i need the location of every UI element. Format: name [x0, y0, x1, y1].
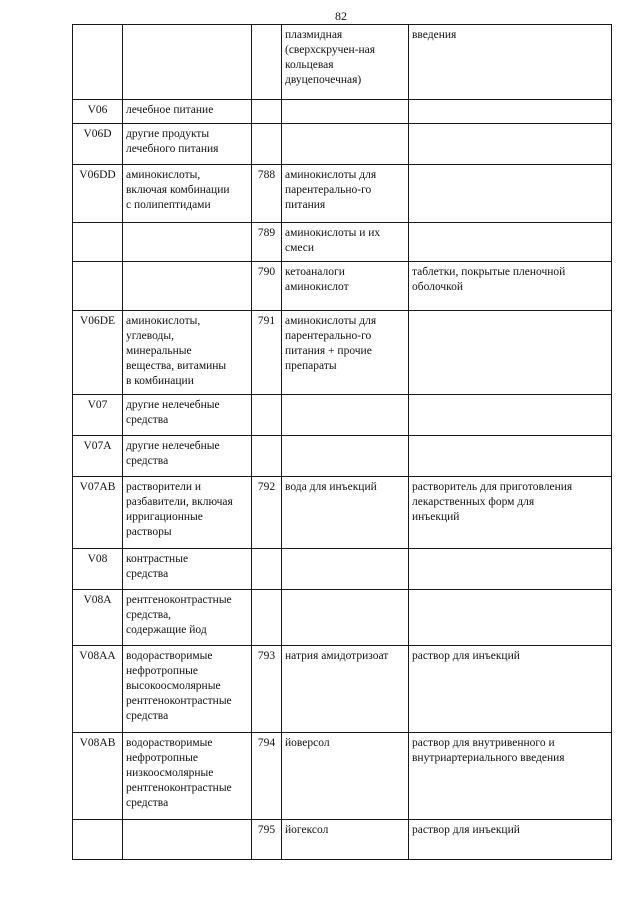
dosage-form-cell: [409, 223, 612, 262]
dosage-form-line: раствор для внутривенного и: [412, 737, 555, 749]
item-number-cell: [252, 311, 282, 395]
table-row: [73, 590, 612, 646]
atc-group-line: включая комбинации: [126, 184, 230, 196]
atc-group-cell: [123, 590, 252, 646]
atc-code-cell: [73, 477, 123, 549]
atc-code-cell: [73, 395, 123, 436]
atc-code-cell: [73, 25, 123, 100]
drug-name-line: смеси: [285, 242, 315, 254]
atc-group-line: в комбинации: [126, 375, 194, 387]
atc-code: V08AA: [79, 650, 116, 662]
drug-name-line: вода для инъекций: [285, 481, 377, 493]
drug-name-line: парентерально-го: [285, 330, 372, 342]
dosage-form-cell: [409, 311, 612, 395]
drug-name-cell: [282, 590, 409, 646]
table-row: [73, 820, 612, 860]
table-row: [73, 165, 612, 223]
drug-name-cell: [282, 25, 409, 100]
item-number-cell: [252, 820, 282, 860]
atc-group-line: высокоосмолярные: [126, 680, 221, 692]
atc-code-cell: [73, 590, 123, 646]
atc-group-cell: [123, 436, 252, 477]
table-row: [73, 646, 612, 733]
item-number-cell: [252, 733, 282, 820]
drug-name-line: плазмидная: [285, 29, 343, 41]
atc-group-line: другие продукты: [126, 128, 210, 140]
atc-group-line: аминокислоты,: [126, 315, 201, 327]
drug-name-cell: [282, 733, 409, 820]
atc-group-line: средства: [126, 455, 169, 467]
item-number-cell: [252, 646, 282, 733]
dosage-form-cell: [409, 590, 612, 646]
atc-group-line: рентгеноконтрастные: [126, 695, 232, 707]
drug-name-line: (сверхскручен-ная: [285, 44, 376, 56]
drug-name-line: аминокислоты для: [285, 169, 377, 181]
table-row: [73, 733, 612, 820]
atc-code-cell: [73, 733, 123, 820]
atc-group-cell: [123, 100, 252, 124]
atc-group-line: средства: [126, 568, 169, 580]
item-number: 791: [257, 315, 276, 327]
atc-group-cell: [123, 477, 252, 549]
atc-group-line: нефротропные: [126, 752, 199, 764]
page-number: 82: [335, 9, 347, 23]
item-number: 795: [257, 824, 276, 836]
table-row: [73, 395, 612, 436]
atc-code-cell: [73, 820, 123, 860]
atc-code: V06DD: [79, 169, 116, 181]
drug-name-line: препараты: [285, 360, 337, 372]
dosage-form-cell: [409, 262, 612, 311]
drug-name-cell: [282, 549, 409, 590]
atc-code-cell: [73, 436, 123, 477]
table-body: [73, 25, 612, 860]
atc-group-line: средства: [126, 797, 169, 809]
drug-name-cell: [282, 124, 409, 165]
table-row: [73, 436, 612, 477]
drug-name-line: питания: [285, 199, 326, 211]
atc-code: V08AB: [79, 737, 116, 749]
atc-group-line: нефротропные: [126, 665, 199, 677]
atc-group-line: лечебного питания: [126, 143, 219, 155]
dosage-form-line: таблетки, покрытые пленочной: [412, 266, 566, 278]
drug-name-cell: [282, 477, 409, 549]
atc-group-cell: [123, 820, 252, 860]
dosage-form-cell: [409, 25, 612, 100]
item-number-cell: [252, 100, 282, 124]
atc-group-line: рентгеноконтрастные: [126, 782, 232, 794]
table-row: [73, 100, 612, 124]
atc-group-line: вещества, витамины: [126, 360, 227, 372]
atc-group-cell: [123, 223, 252, 262]
item-number-cell: [252, 124, 282, 165]
drug-name-cell: [282, 100, 409, 124]
table-row: [73, 262, 612, 311]
item-number-cell: [252, 223, 282, 262]
atc-group-line: средства: [126, 414, 169, 426]
dosage-form-line: раствор для инъекций: [412, 824, 520, 836]
atc-code: V07AB: [79, 481, 116, 493]
atc-code-cell: [73, 100, 123, 124]
dosage-form-cell: [409, 165, 612, 223]
dosage-form-line: внутриартериального введения: [412, 752, 565, 764]
atc-group-line: водорастворимые: [126, 737, 213, 749]
drug-name-line: двуцепочечная): [285, 74, 362, 86]
atc-code-cell: [73, 124, 123, 165]
atc-code-cell: [73, 311, 123, 395]
dosage-form-line: инъекций: [412, 511, 460, 523]
drug-table: [72, 24, 612, 860]
atc-group-line: рентгеноконтрастные: [126, 594, 232, 606]
atc-group-line: ирригационные: [126, 511, 203, 523]
atc-code-cell: [73, 223, 123, 262]
atc-group-cell: [123, 262, 252, 311]
atc-group-cell: [123, 395, 252, 436]
drug-name-line: аминокислоты и их: [285, 227, 381, 239]
atc-code-cell: [73, 262, 123, 311]
dosage-form-cell: [409, 124, 612, 165]
item-number-cell: [252, 165, 282, 223]
drug-name-line: кольцевая: [285, 59, 334, 71]
drug-name-cell: [282, 646, 409, 733]
dosage-form-line: введения: [412, 29, 457, 41]
table-row: [73, 549, 612, 590]
table-row: [73, 25, 612, 100]
dosage-form-cell: [409, 477, 612, 549]
atc-group-cell: [123, 733, 252, 820]
atc-group-line: низкоосмолярные: [126, 767, 214, 779]
item-number-cell: [252, 262, 282, 311]
item-number: 793: [257, 650, 276, 662]
table-row: [73, 124, 612, 165]
table-row: [73, 223, 612, 262]
atc-group-line: растворы: [126, 526, 172, 538]
drug-name-cell: [282, 395, 409, 436]
drug-name-line: кетоаналоги: [285, 266, 345, 278]
atc-group-line: содержащие йод: [126, 624, 207, 636]
item-number-cell: [252, 436, 282, 477]
atc-group-cell: [123, 311, 252, 395]
drug-name-line: натрия амидотризоат: [285, 650, 389, 662]
dosage-form-cell: [409, 395, 612, 436]
atc-group-line: разбавители, включая: [126, 496, 233, 508]
drug-name-line: йогексол: [285, 824, 329, 836]
item-number-cell: [252, 477, 282, 549]
atc-code: V08A: [83, 594, 112, 606]
dosage-form-line: растворитель для приготовления: [412, 481, 573, 493]
atc-group-cell: [123, 549, 252, 590]
atc-code-cell: [73, 165, 123, 223]
dosage-form-cell: [409, 820, 612, 860]
drug-name-line: аминокислот: [285, 281, 349, 293]
atc-code: V07A: [83, 440, 112, 452]
atc-code: V07: [87, 399, 108, 411]
table-row: [73, 311, 612, 395]
item-number: 794: [257, 737, 276, 749]
dosage-form-line: раствор для инъекций: [412, 650, 520, 662]
item-number-cell: [252, 590, 282, 646]
atc-group-line: с полипептидами: [126, 199, 211, 211]
drug-name-line: парентерально-го: [285, 184, 372, 196]
item-number: 788: [257, 169, 276, 181]
item-number-cell: [252, 395, 282, 436]
dosage-form-cell: [409, 436, 612, 477]
atc-group-line: средства: [126, 710, 169, 722]
atc-group-cell: [123, 124, 252, 165]
item-number-cell: [252, 549, 282, 590]
drug-name-cell: [282, 311, 409, 395]
atc-group-line: водорастворимые: [126, 650, 213, 662]
atc-group-line: другие нелечебные: [126, 440, 220, 452]
atc-group-cell: [123, 165, 252, 223]
dosage-form-cell: [409, 733, 612, 820]
table-row: [73, 477, 612, 549]
atc-group-line: лечебное питание: [126, 104, 214, 116]
drug-name-cell: [282, 165, 409, 223]
atc-group-line: растворители и: [126, 481, 202, 493]
atc-code-cell: [73, 646, 123, 733]
dosage-form-line: оболочкой: [412, 281, 464, 293]
atc-group-line: средства,: [126, 609, 172, 621]
atc-group-line: аминокислоты,: [126, 169, 201, 181]
atc-code-cell: [73, 549, 123, 590]
dosage-form-cell: [409, 549, 612, 590]
atc-group-line: контрастные: [126, 553, 189, 565]
drug-name-cell: [282, 223, 409, 262]
atc-group-line: минеральные: [126, 345, 192, 357]
item-number: 789: [257, 227, 276, 239]
atc-code: V06DE: [79, 315, 116, 327]
item-number: 790: [257, 266, 276, 278]
atc-group-line: другие нелечебные: [126, 399, 220, 411]
dosage-form-line: лекарственных форм для: [412, 496, 535, 508]
drug-name-line: питания + прочие: [285, 345, 372, 357]
atc-code: V08: [87, 553, 108, 565]
item-number: 792: [257, 481, 276, 493]
atc-code: V06D: [83, 128, 112, 140]
atc-code: V06: [87, 104, 108, 116]
atc-group-cell: [123, 646, 252, 733]
drug-name-cell: [282, 262, 409, 311]
drug-name-line: йоверсол: [285, 737, 330, 749]
item-number-cell: [252, 25, 282, 100]
drug-name-cell: [282, 820, 409, 860]
dosage-form-cell: [409, 646, 612, 733]
drug-name-line: аминокислоты для: [285, 315, 377, 327]
atc-group-line: углеводы,: [126, 330, 174, 342]
dosage-form-cell: [409, 100, 612, 124]
atc-group-cell: [123, 25, 252, 100]
drug-name-cell: [282, 436, 409, 477]
